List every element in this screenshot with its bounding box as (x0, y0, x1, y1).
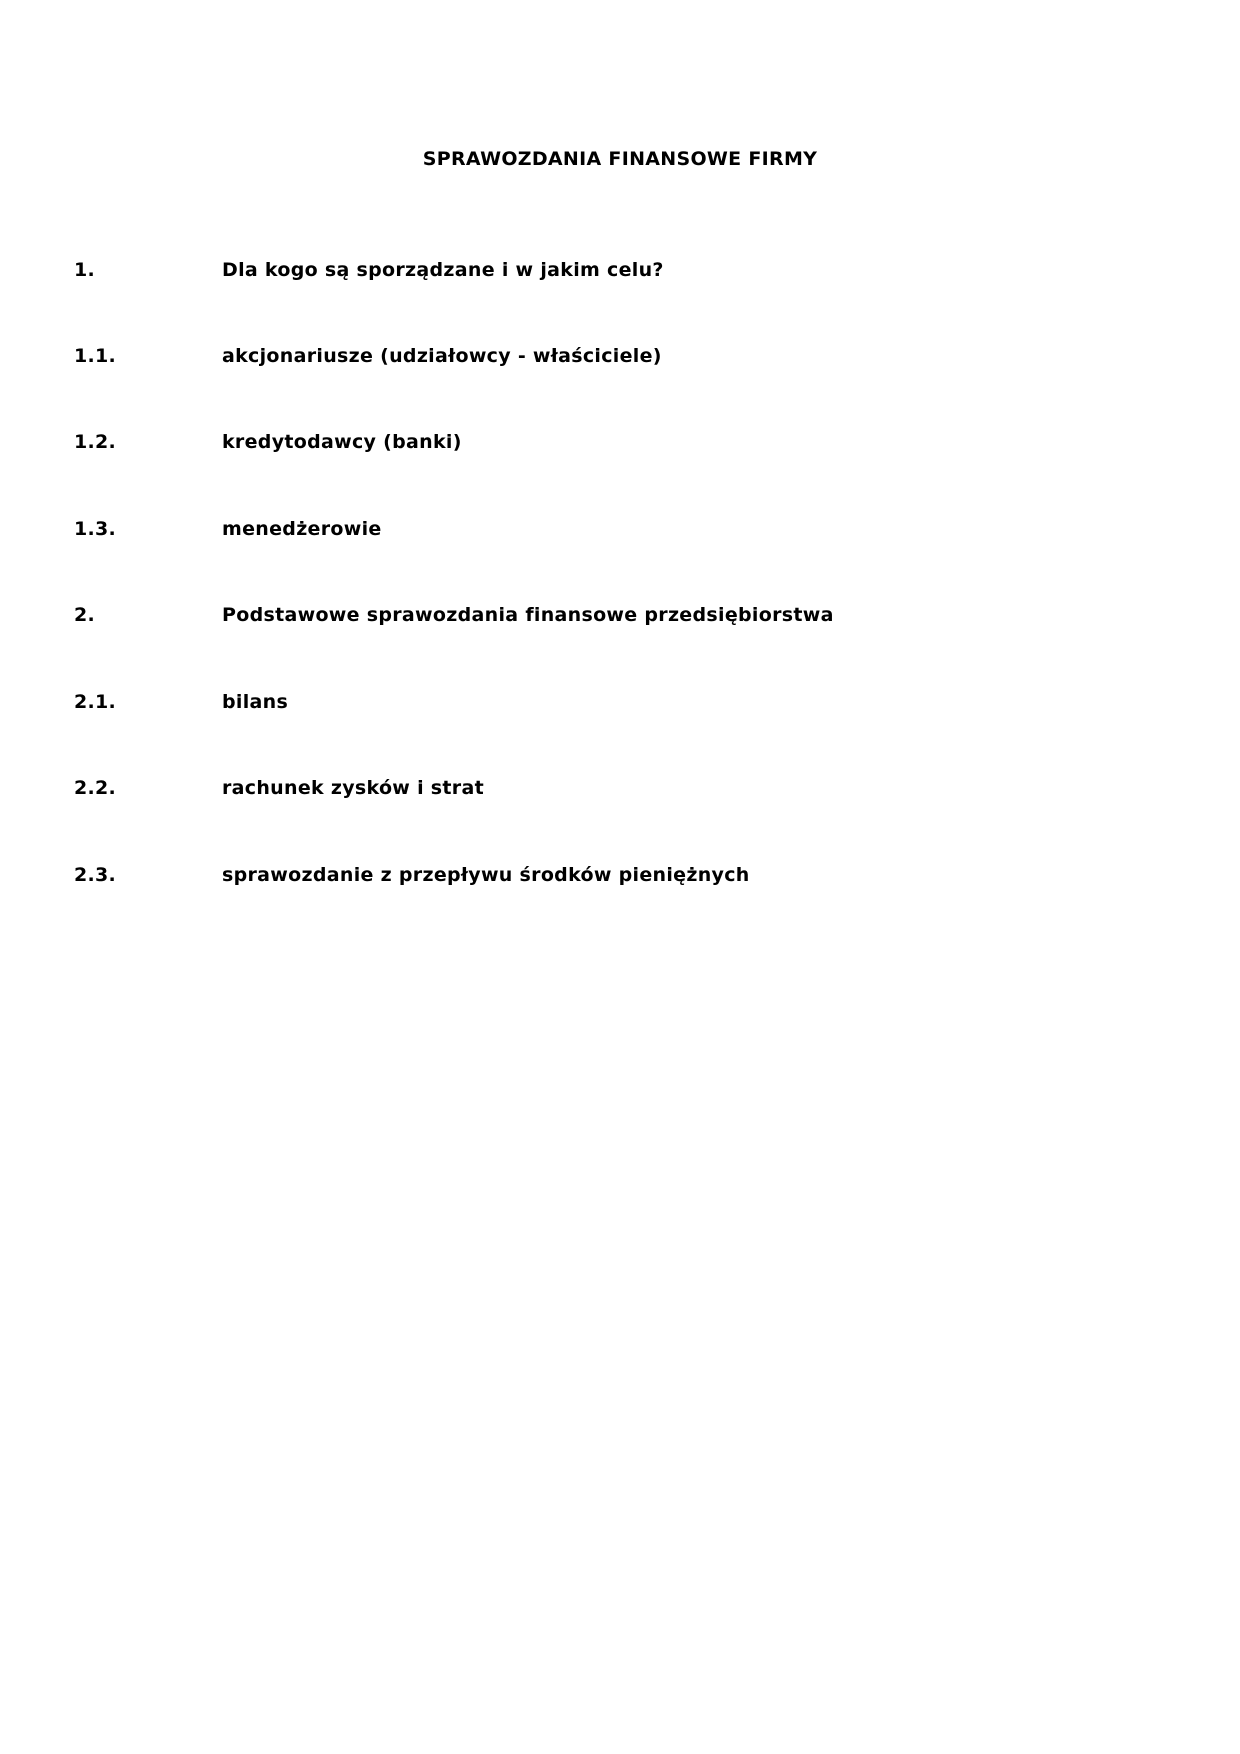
item-text: Podstawowe sprawozdania finansowe przedsiębiorstwa (222, 604, 834, 626)
outline-item-2-2 (0, 773, 1240, 803)
item-number: 2.2. (74, 777, 117, 799)
item-number: 1.3. (74, 518, 117, 540)
outline-item-1-1 (0, 341, 1240, 371)
item-text: bilans (222, 691, 289, 713)
item-number: 1. (74, 259, 96, 281)
item-number: 2. (74, 604, 96, 626)
item-number: 1.2. (74, 431, 117, 453)
item-text: Dla kogo są sporządzane i w jakim celu? (222, 259, 664, 281)
item-number: 1.1. (74, 345, 117, 367)
outline-item-1 (0, 255, 1240, 285)
outline-item-1-2 (0, 427, 1240, 457)
item-text: menedżerowie (222, 518, 382, 540)
item-text: akcjonariusze (udziałowcy - właściciele) (222, 345, 662, 367)
item-text: kredytodawcy (banki) (222, 431, 462, 453)
item-text: sprawozdanie z przepływu środków pieniężnych (222, 864, 750, 886)
item-text: rachunek zysków i strat (222, 777, 484, 799)
outline-item-2 (0, 600, 1240, 630)
outline-item-2-1 (0, 687, 1240, 717)
item-number: 2.1. (74, 691, 117, 713)
outline-item-1-3 (0, 514, 1240, 544)
item-number: 2.3. (74, 864, 117, 886)
document-title: SPRAWOZDANIA FINANSOWE FIRMY (422, 148, 818, 170)
outline-item-2-3 (0, 860, 1240, 890)
